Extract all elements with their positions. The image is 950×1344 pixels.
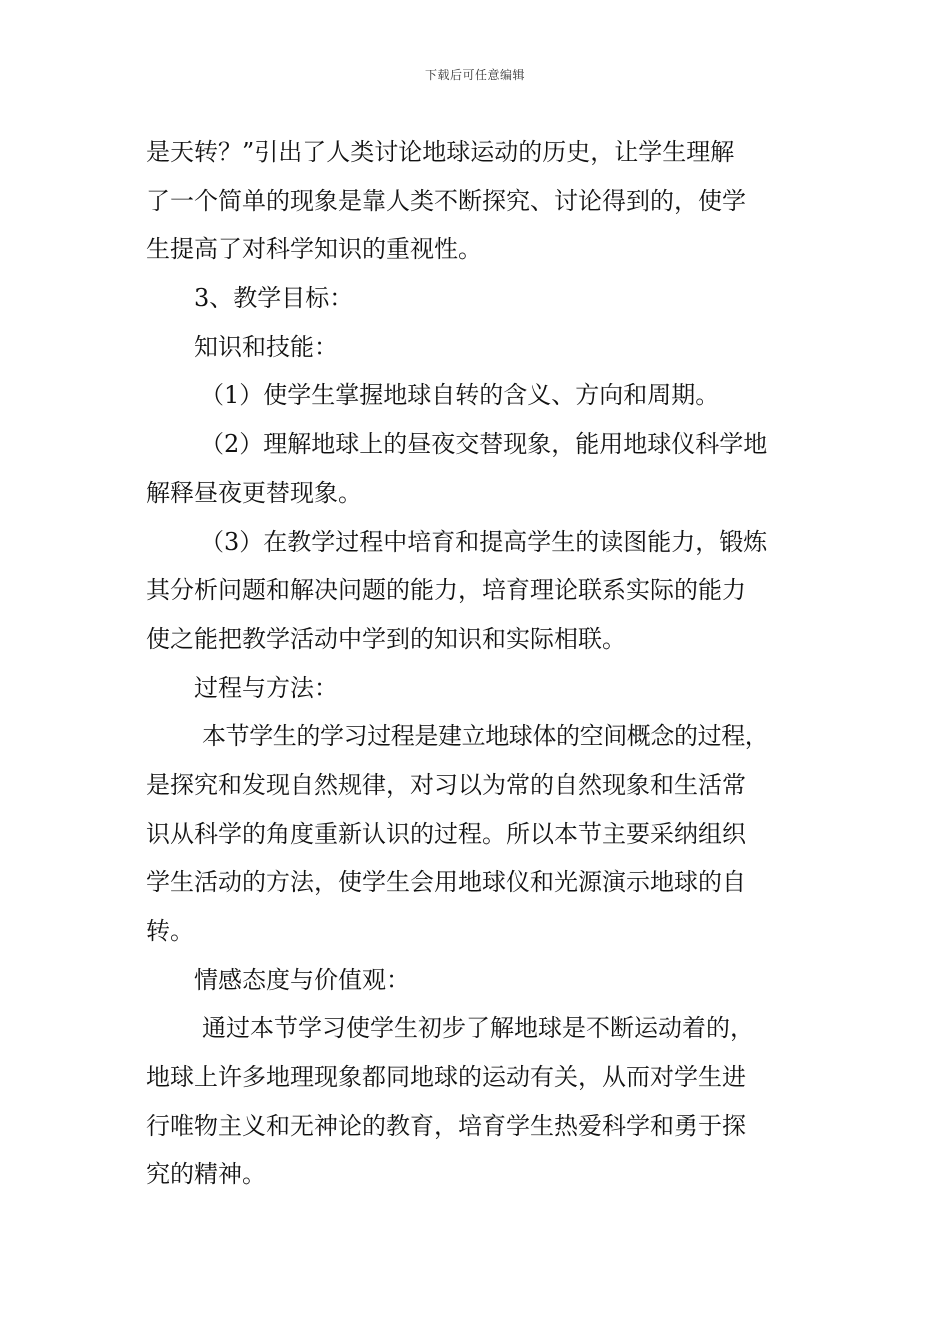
paragraph-line: 使之能把教学活动中学到的知识和实际相联。 [146,624,626,653]
page-header: 下载后可任意编辑 [424,68,525,82]
list-item: （2）理解地球上的昼夜交替现象，能用地球仪科学地 [200,430,768,459]
list-item: （3）在教学过程中培育和提高学生的读图能力，锻炼 [200,527,768,556]
paragraph-line: 本节学生的学习过程是建立地球体的空间概念的过程， [202,722,769,751]
paragraph-line: 了一个简单的现象是靠人类不断探究、讨论得到的，使学 [146,186,746,215]
section-heading: 3、教学目标： [194,284,354,313]
paragraph-line: 生提高了对科学知识的重视性。 [146,235,482,264]
paragraph-line: 学生活动的方法，使学生会用地球仪和光源演示地球的自 [146,868,746,897]
paragraph-line: 究的精神。 [146,1160,266,1189]
paragraph-line: 解释昼夜更替现象。 [146,478,362,507]
paragraph-line: 行唯物主义和无神论的教育，培育学生热爱科学和勇于探 [146,1111,746,1140]
subsection-heading: 知识和技能： [194,332,338,361]
paragraph-line: 识从科学的角度重新认识的过程。所以本节主要采纳组织 [146,819,746,848]
list-item: （1）使学生掌握地球自转的含义、方向和周期。 [200,381,720,410]
paragraph-line: 是天转？”引出了人类讨论地球运动的历史，让学生理解 [146,138,735,166]
paragraph-line: 地球上许多地理现象都同地球的运动有关，从而对学生进 [146,1063,746,1092]
subsection-heading: 情感态度与价值观： [194,965,410,994]
paragraph-line: 通过本节学习使学生初步了解地球是不断运动着的， [202,1014,754,1043]
subsection-heading: 过程与方法： [194,673,338,702]
paragraph-line: 转。 [146,917,194,945]
paragraph-line: 其分析问题和解决问题的能力，培育理论联系实际的能力 [146,576,746,605]
document-body [146,128,810,1199]
paragraph-line: 是探究和发现自然规律，对习以为常的自然现象和生活常 [146,770,746,799]
